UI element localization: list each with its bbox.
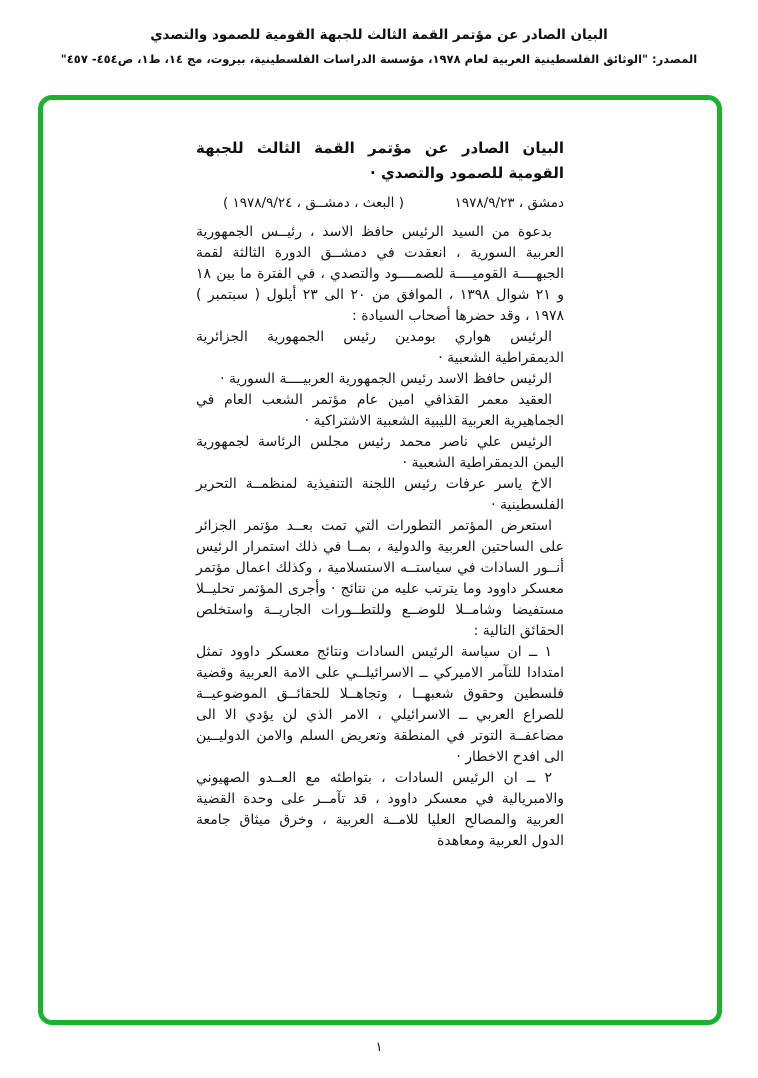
document-frame: [38, 95, 722, 1025]
header-title: البيان الصادر عن مؤتمر القمة الثالث للجبهة القومية للصمود والتصدي: [150, 27, 608, 43]
document-body: [196, 222, 564, 852]
paragraph-attendee-ali-nasser: الرئيس علي ناصر محمد رئيس مجلس الرئاسة لجمهورية اليمن الديمقراطية الشعبية ·: [196, 434, 564, 471]
paragraph-opening: بدعوة من السيد الرئيس حافظ الاسد ، رئيــس الجمهورية العربية السورية ، انعقدت في دمشــق الدورة الثالثة لقمة الجبهــــة القوميــــة للصمــــود والتصدي ، في الفترة ما بين ١٨ و ٢١ شوال ١٣٩٨ ، الموافق من ٢٠ الى ٢٣ أيلول ( سبتمبر ) ١٩٧٨ ، وقد حضرها أصحاب السيادة :: [196, 224, 564, 324]
page-header: [0, 0, 758, 66]
paragraph-attendee-boumediene: الرئيس هواري بومدين رئيس الجمهورية الجزائرية الديمقراطية الشعبية ·: [196, 329, 564, 366]
paragraph-point-2: ٢ ــ ان الرئيس السادات ، بتواطئه مع العــدو الصهيوني والامبريالية في معسكر داوود ، قد تآمــر على وحدة القضية العربية والمصالح العليا للامــة العربية ، وخرق ميثاق جامعة الدول العربية ومعاهدة: [196, 770, 564, 849]
dateline-source-citation: ( البعث ، دمشــق ، ١٩٧٨/٩/٢٤ ): [222, 195, 404, 211]
dateline: [196, 192, 564, 214]
paragraph-attendee-arafat: الاخ ياسر عرفات رئيس اللجنة التنفيذية لمنظمــة التحرير الفلسطينية ·: [196, 476, 564, 513]
paragraph-point-1: ١ ــ ان سياسة الرئيس السادات ونتائج معسكر داوود تمثل امتدادا للتآمر الاميركي ــ الاسرائيلــي على الامة العربية وقضية فلسطين وحقوق شعبهــا ، وتجاهــلا للحقائــق الموضوعيــة للصراع العربي ــ الاسرائيلي ، الامر الذي لن يؤدي الا الى مضاعفــة التوتر في المنطقة وتعريض السلم والامن الدوليــين الى افدح الاخطار ·: [196, 644, 564, 765]
paragraph-attendee-gaddafi: العقيد معمر القذافي امين عام مؤتمر الشعب العام في الجماهيرية العربية الليبية الشعبية الاشتراكية ·: [196, 392, 564, 429]
paragraph-attendee-assad: الرئيس حافظ الاسد رئيس الجمهورية العربيــــة السورية ·: [220, 371, 552, 387]
dateline-place-date: دمشق ، ١٩٧٨/٩/٢٣: [454, 195, 564, 211]
paragraph-review: استعرض المؤتمر التطورات التي تمت بعــد مؤتمر الجزائر على الساحتين العربية والدولية ، بمــا في ذلك استمرار الرئيس أنــور السادات في سياستــه الاستسلامية ، وكذلك اعمال مؤتمر معسكر داوود وما يترتب عليه من نتائج · وأجرى المؤتمر تحليــلا مستفيضا وشامــلا للوضــع وللتطــورات الجاريــة واستخلص الحقائق التالية :: [196, 518, 564, 639]
page-number: ١: [375, 1040, 383, 1055]
document-title: البيان الصادر عن مؤتمر القمة الثالث للجبهة القومية للصمود والتصدي ·: [196, 139, 564, 182]
header-source-line: المصدر: "الوثائق الفلسطينية العربية لعام ١٩٧٨، مؤسسة الدراسات الفلسطينية، بيروت، مج ١٤، ط١، ص٤٥٤- ٤٥٧": [60, 52, 698, 66]
document-content: [196, 136, 564, 852]
